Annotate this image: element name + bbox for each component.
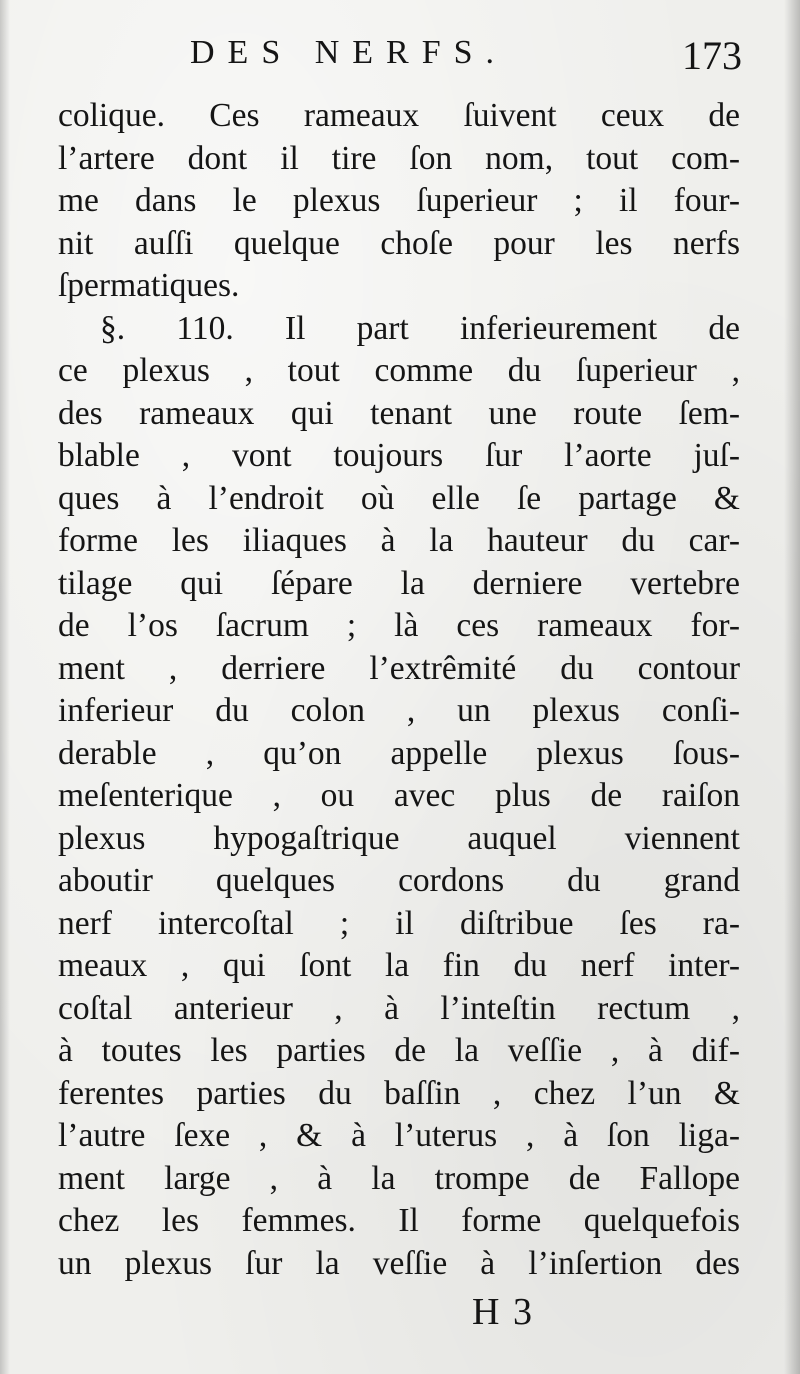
signature-mark: H 3	[472, 1291, 534, 1333]
text-line: chez les femmes. Il forme quelquefois	[58, 1202, 740, 1239]
text-line: nerf intercoſtal ; il diſtribue ſes ra-	[58, 904, 740, 942]
text-line: blable , vont toujours ſur l’aorte juſ-	[58, 437, 740, 474]
text-line: aboutir quelques cordons du grand	[58, 862, 740, 899]
text-line: ſpermatiques.	[58, 267, 240, 304]
text-line: ques à l’endroit où elle ſe partage &	[58, 479, 740, 517]
text-line: meaux , qui ſont la fin du nerf inter-	[58, 947, 740, 984]
paragraph-start-line: §. 110. Il part inferieurement de	[100, 309, 740, 347]
text-line: un plexus ſur la veſſie à l’inſertion des	[58, 1244, 740, 1282]
text-line: à toutes les parties de la veſſie , à dif-	[58, 1032, 740, 1069]
text-line: tilage qui ſépare la derniere vertebre	[58, 564, 740, 602]
page-header	[60, 30, 742, 86]
text-line: ment , derriere l’extrêmité du contour	[58, 649, 740, 687]
page-number: 173	[682, 33, 742, 78]
page-shadow-right	[784, 0, 800, 1374]
text-line: de l’os ſacrum ; là ces rameaux for-	[58, 607, 740, 644]
text-line: des rameaux qui tenant une route ſem-	[58, 394, 740, 432]
text-line: derable , qu’on appelle plexus ſous-	[58, 734, 740, 772]
text-line: l’artere dont il tire ſon nom, tout com-	[58, 139, 740, 177]
text-line: ce plexus , tout comme du ſuperieur ,	[58, 352, 740, 389]
text-line: ment large , à la trompe de Fallope	[58, 1159, 740, 1197]
text-line: plexus hypogaſtrique auquel viennent	[58, 819, 740, 857]
page-shadow-left	[0, 0, 10, 1374]
text-line: meſenterique , ou avec plus de raiſon	[58, 777, 740, 814]
text-line: colique. Ces rameaux ſuivent ceux de	[58, 97, 740, 134]
text-line: ferentes parties du baſſin , chez l’un &	[58, 1074, 740, 1112]
body-text	[58, 95, 740, 1285]
text-line: coſtal anterieur , à l’inteſtin rectum ,	[58, 989, 740, 1027]
text-line: forme les iliaques à la hauteur du car-	[58, 522, 740, 559]
running-title: DES NERFS.	[190, 34, 508, 71]
text-line: me dans le plexus ſuperieur ; il four-	[58, 182, 740, 219]
text-line: inferieur du colon , un plexus conſi-	[58, 692, 740, 729]
text-line: nit auſſi quelque choſe pour les nerfs	[58, 224, 740, 262]
text-line: l’autre ſexe , & à l’uterus , à ſon liga-	[58, 1117, 740, 1154]
